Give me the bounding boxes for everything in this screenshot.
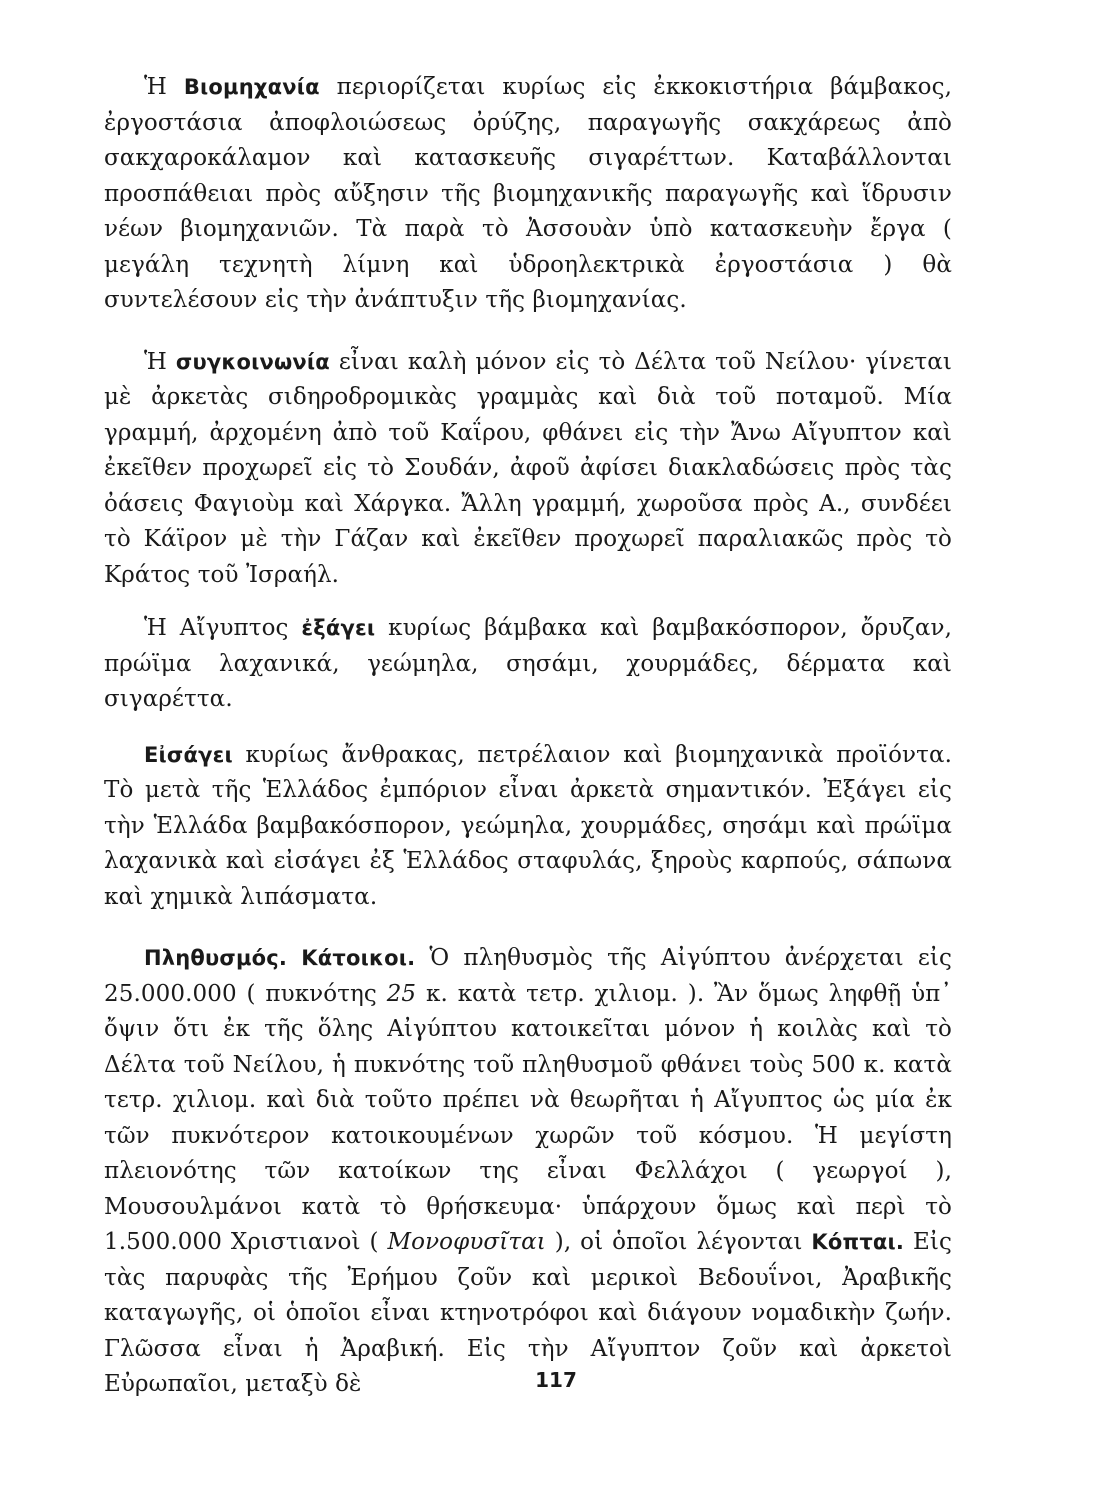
text-run: Ὁ πληθυσμὸς τῆς Αἰγύπτου ἀνέρχεται εἰς 25.000.000 ( πυκνότης <box>104 945 952 1007</box>
bold-term: Βιομηχανία <box>183 75 320 99</box>
text-run: Ἡ Αἴγυπτος <box>144 615 302 641</box>
text-run: κ. κατὰ τετρ. χιλιομ. ). Ἂν ὅμως ληφθῇ ὑπ᾿ ὄψιν ὅτι ἐκ τῆς ὅλης Αἰγύπτου κατοικεῖται μόνον ἡ κοιλὰς καὶ τὸ Δέλτα τοῦ Νείλου, ἡ πυκνότης τοῦ πληθυσμοῦ φθάνει τοὺς 500 κ. κατὰ τετρ. χιλιομ. καὶ διὰ τοῦτο πρέπει νὰ θεωρῆται ἡ Αἴγυπτος ὡς μία ἐκ τῶν πυκνότερον κατοικουμένων χωρῶν τοῦ κόσμου. Ἡ μεγίστη πλειονότης τῶν κατοίκων της εἶναι Φελλάχοι ( γεωργοί ), Μουσουλμάνοι κατὰ τὸ θρήσκευμα· ὑπάρχουν ὅμως καὶ περὶ τὸ 1.500.000 Χριστιανοὶ ( <box>104 980 952 1255</box>
page-number: 117 <box>535 1368 577 1392</box>
italic-term: 25 <box>386 980 417 1007</box>
paragraph-exports <box>104 611 952 718</box>
text-run: περιορίζεται κυρίως εἰς ἐκκοκιστήρια βάμβακος, ἐργοστάσια ἀποφλοιώσεως ὀρύζης, παραγωγῆς σακχάρεως ἀπὸ σακχαροκάλαμον καὶ κατασκευῆς σιγαρέττων. Καταβάλλονται προσπάθειαι πρὸς αὔξησιν τῆς βιομηχανικῆς παραγωγῆς καὶ ἵδρυσιν νέων βιομηχανιῶν. Τὰ παρὰ τὸ Ἀσσουὰν ὑπὸ κατασκευὴν ἔργα ( μεγάλη τεχνητὴ λίμνη καὶ ὑδροηλεκτρικὰ ἐργοστάσια ) θὰ συντελέσουν εἰς τὴν ἀνάπτυξιν τῆς βιομηχανίας. <box>104 74 952 313</box>
bold-term: συγκοινωνία <box>175 349 330 374</box>
text-run: κυρίως βάμβακα καὶ βαμβακόσπορον, ὄρυζαν, πρώϊμα λαχανικά, γεώμηλα, σησάμι, χουρμάδες, δέρματα καὶ σιγαρέττα. <box>104 615 952 712</box>
italic-term: Μονοφυσῖται <box>387 1229 546 1255</box>
paragraph-imports <box>104 738 952 916</box>
bold-term: Πληθυσμός. Κάτοικοι. <box>144 946 416 970</box>
bold-term: Εἰσάγει <box>144 742 233 767</box>
text-run: Ἡ <box>144 74 184 100</box>
bold-term: ἐξάγει <box>301 616 376 640</box>
paragraph-population <box>104 941 952 1403</box>
text-run: εἶναι καλὴ μόνον εἰς τὸ Δέλτα τοῦ Νείλου· γίνεται μὲ ἀρκετὰς σιδηροδρομικὰς γραμμὰς καὶ διὰ τοῦ ποταμοῦ. Μία γραμμή, ἀρχομένη ἀπὸ τοῦ Καΐρου, φθάνει εἰς τὴν Ἄνω Αἴγυπτον καὶ ἐκεῖθεν προχωρεῖ εἰς τὸ Σουδάν, ἀφοῦ ἀφίσει διακλαδώσεις πρὸς τὰς ὀάσεις Φαγιοὺμ καὶ Χάργκα. Ἄλλη γραμμή, χωροῦσα πρὸς Α., συνδέει τὸ Κάϊρον μὲ τὴν Γάζαν καὶ ἐκεῖθεν προχωρεῖ παραλιακῶς πρὸς τὸ Κράτος τοῦ Ἰσραήλ. <box>104 348 952 588</box>
text-run: Εἰς τὰς παρυφὰς τῆς Ἐρήμου ζοῦν καὶ μερικοὶ Βεδουΐνοι, Ἀραβικῆς καταγωγῆς, οἱ ὁποῖοι εἶναι κτηνοτρόφοι καὶ διάγουν νομαδικὴν ζωήν. Γλῶσσα εἶναι ἡ Ἀραβική. Εἰς τὴν Αἴγυπτον ζοῦν καὶ ἀρκετοὶ Εὐρωπαῖοι, μεταξὺ δὲ <box>104 1229 953 1397</box>
text-run: κυρίως ἄνθρακας, πετρέλαιον καὶ βιομηχανικὰ προϊόντα. Τὸ μετὰ τῆς Ἑλλάδος ἐμπόριον εἶναι ἀρκετὰ σημαντικόν. Ἐξάγει εἰς τὴν Ἑλλάδα βαμβακόσπορον, γεώμηλα, χουρμάδες, σησάμι καὶ πρώϊμα λαχανικὰ καὶ εἰσάγει ἐξ Ἑλλάδος σταφυλάς, ξηροὺς καρπούς, σάπωνα καὶ χημικὰ λιπάσματα. <box>104 741 952 910</box>
paragraph-industry <box>104 70 952 319</box>
paragraph-communication <box>104 345 952 594</box>
text-run: Ἡ <box>144 348 176 375</box>
bold-term: Κόπται. <box>811 1230 905 1254</box>
page-body <box>104 70 952 1403</box>
text-run: ), οἱ ὁποῖοι λέγονται <box>545 1229 812 1255</box>
